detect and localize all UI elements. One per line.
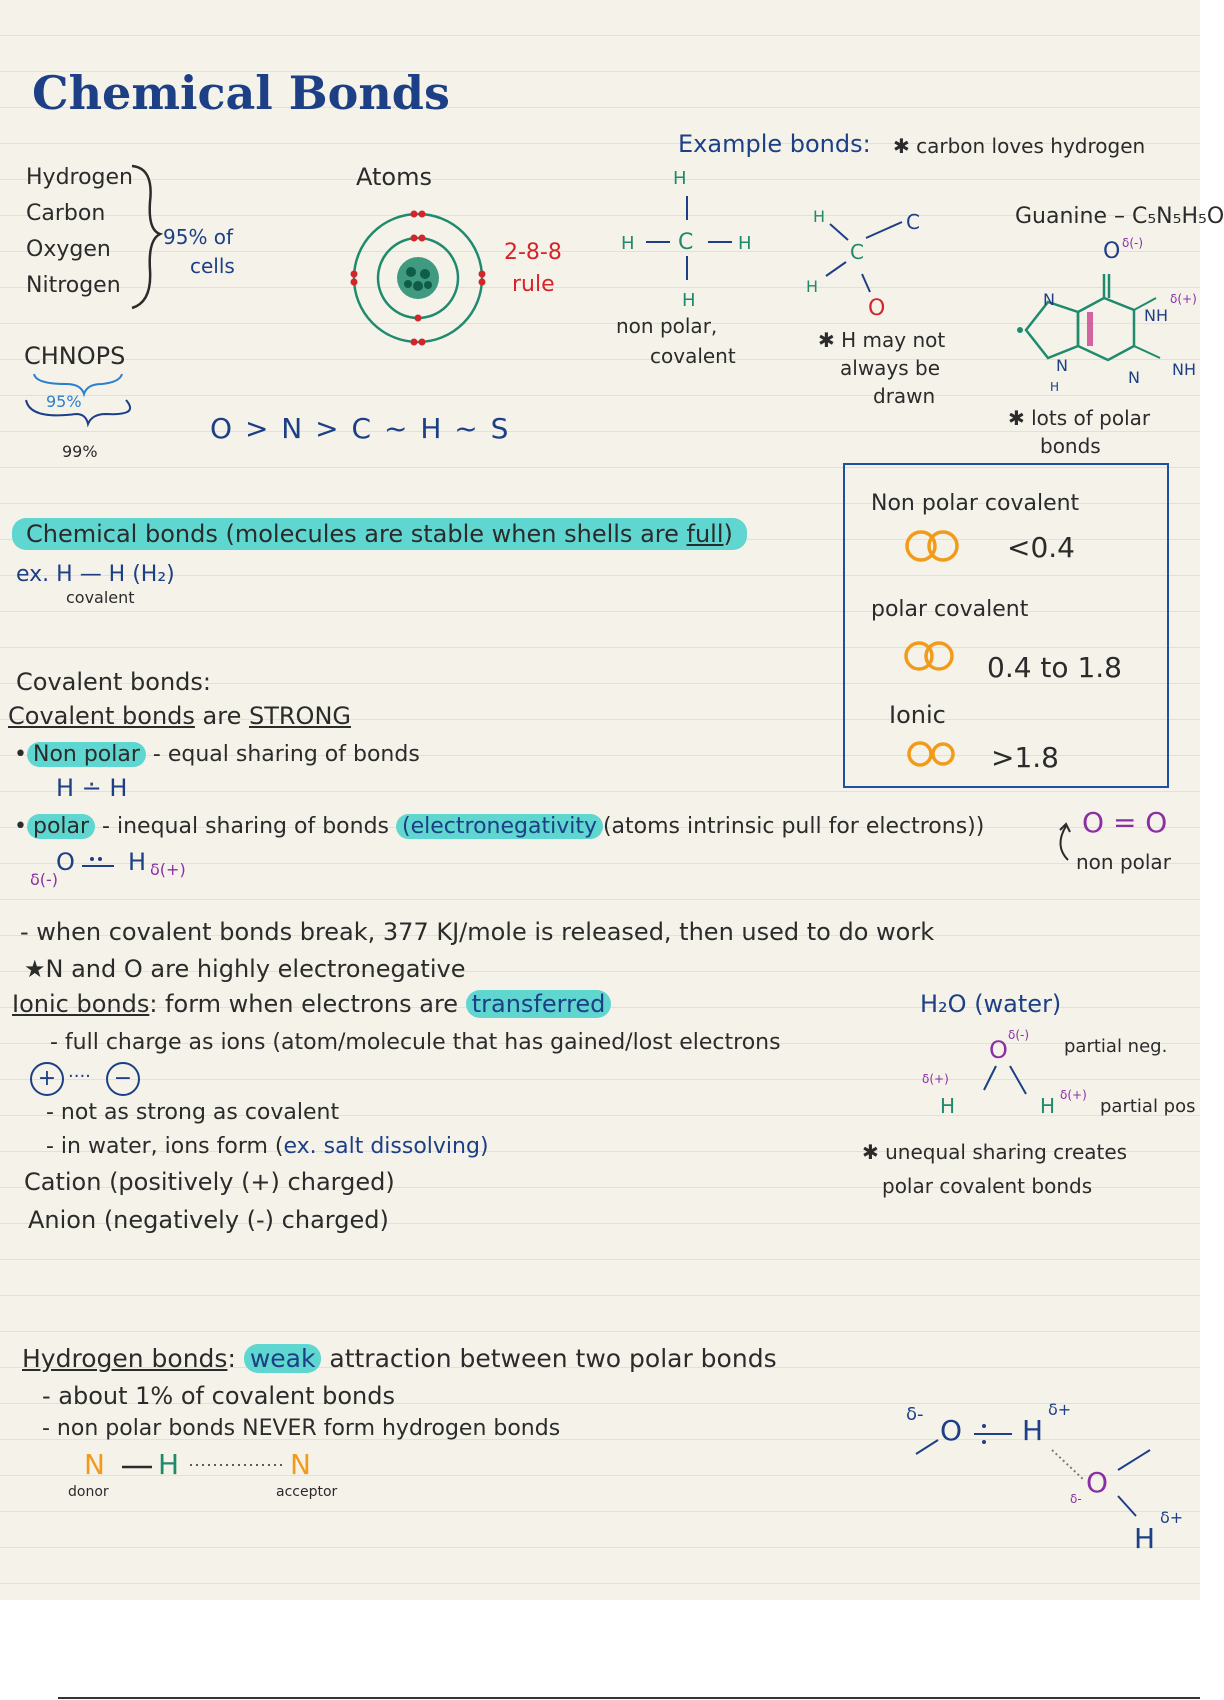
ionic-value: >1.8	[991, 741, 1059, 774]
nonpolar-desc: - equal sharing of bonds	[145, 742, 420, 767]
banner-close: )	[723, 520, 733, 548]
nonpolar-covalent-value: <0.4	[1007, 531, 1075, 564]
oh-o: O	[56, 848, 75, 876]
hydrogen-bond-dotted	[188, 1462, 288, 1468]
oh-h: H	[128, 848, 147, 876]
hb-bond-left	[912, 1436, 942, 1458]
methane-h-bottom: H	[682, 290, 696, 311]
guanine-n3: N	[1128, 368, 1140, 387]
ionic-desc: : form when electrons are	[149, 990, 466, 1018]
guanine-title: Guanine – C₅N₅H₅O	[1015, 204, 1224, 229]
water-note-line1: ✱ unequal sharing creates	[862, 1140, 1128, 1164]
methane-caption-line1: non polar,	[616, 314, 718, 338]
element-hydrogen: Hydrogen	[26, 165, 133, 190]
polar-term: polar	[27, 814, 95, 839]
skeletal-caption-line3: drawn	[873, 384, 936, 408]
in-water-note	[46, 1134, 489, 1159]
hb-o-1: O	[940, 1414, 963, 1447]
skeletal-h-bottom: H	[806, 277, 819, 296]
atoms-heading: Atoms	[356, 163, 432, 191]
hb-dotted-bond	[1048, 1446, 1088, 1486]
nonpolar-term: Non polar	[27, 742, 146, 767]
polar-covalent-value: 0.4 to 1.8	[987, 651, 1122, 684]
methane-h-left: H	[621, 233, 635, 254]
element-carbon: Carbon	[26, 201, 106, 226]
curly-brace-icon	[130, 162, 160, 312]
skeletal-h-top: H	[813, 207, 826, 226]
hb-delta-minus-1: δ-	[906, 1404, 924, 1425]
chnops-99: 99%	[62, 442, 98, 461]
acceptor-n: N	[290, 1448, 311, 1481]
element-oxygen: Oxygen	[26, 237, 111, 262]
h2-example: ex. H — H (H₂)	[16, 562, 175, 587]
methane-h-top: H	[673, 168, 687, 189]
skeletal-c-center: C	[850, 240, 864, 264]
water-partial-neg: partial neg.	[1064, 1036, 1168, 1057]
guanine-ring-icon	[1008, 262, 1183, 402]
hb-delta-plus-1: δ+	[1048, 1400, 1072, 1419]
polar-line: • polar - inequal sharing of bonds (electronegativity (atoms intrinsic pull for electrons))	[14, 814, 985, 839]
oh-delta-plus: δ(+)	[150, 860, 186, 879]
water-partial-pos: partial pos	[1100, 1096, 1196, 1117]
nonpolar-overlap-icon	[901, 527, 967, 565]
hydrogen-never: - non polar bonds NEVER form hydrogen bonds	[42, 1416, 561, 1441]
chnops-label: CHNOPS	[24, 342, 126, 370]
skeletal-c-right: C	[906, 210, 920, 234]
percent-label-line2: cells	[190, 254, 235, 278]
hb-delta-plus-2: δ+	[1160, 1508, 1184, 1527]
methane-c: C	[678, 230, 694, 255]
donor-n: N	[84, 1448, 105, 1481]
skeletal-o: O	[868, 296, 886, 321]
water-note-line2: polar covalent bonds	[882, 1174, 1093, 1198]
element-nitrogen: Nitrogen	[26, 273, 121, 298]
water-title: H₂O (water)	[920, 990, 1062, 1018]
rule-label-line1: 2-8-8	[504, 240, 562, 265]
guanine-nh-delta: δ(+)	[1170, 292, 1197, 306]
chemical-bonds-banner	[12, 520, 747, 548]
hydrogen-line	[22, 1344, 777, 1373]
hb-covalent-bond	[970, 1420, 1016, 1448]
covalent-strong-word: STRONG	[248, 702, 351, 730]
rule-label-line2: rule	[512, 272, 555, 297]
ionic-heading: Ionic bonds	[12, 990, 150, 1018]
water-h-left: H	[940, 1094, 956, 1118]
ion-dots: ····	[68, 1066, 91, 1087]
methane-caption-line2: covalent	[650, 344, 736, 368]
donor-h: H	[158, 1448, 180, 1481]
o-double-o-caption: non polar	[1076, 850, 1171, 874]
guanine-nh-lower: NH	[1172, 360, 1196, 379]
electronegativity-box	[843, 463, 1169, 788]
guanine-caption-line1: ✱ lots of polar	[1008, 406, 1151, 430]
full-charge-note: - full charge as ions (atom/molecule that has gained/lost electrons	[50, 1030, 781, 1055]
in-water-text: - in water, ions form (	[46, 1134, 284, 1159]
nonpolar-covalent-label: Non polar covalent	[871, 491, 1080, 516]
percent-label-line1: 95% of	[163, 225, 234, 249]
skeletal-caption-line1: ✱ H may not	[818, 328, 946, 352]
ionic-line	[12, 990, 611, 1018]
electronegativity-desc: (atoms intrinsic pull for electrons))	[602, 814, 985, 839]
hb-delta-minus-2: δ-	[1070, 1492, 1082, 1506]
minus-ion-icon: −	[106, 1062, 140, 1096]
oh-bond	[78, 856, 118, 876]
nonpolar-line: • Non polar - equal sharing of bonds	[14, 742, 420, 767]
water-o: O	[989, 1036, 1008, 1064]
cation-note: Cation (positively (+) charged)	[24, 1168, 395, 1196]
water-bonds	[956, 1060, 1036, 1110]
banner-full: full	[686, 520, 724, 548]
ionic-separate-icon	[907, 737, 959, 771]
water-h-right-delta: δ(+)	[1060, 1088, 1087, 1102]
oh-delta-minus: δ(-)	[30, 870, 59, 889]
example-bonds-note: ✱ carbon loves hydrogen	[893, 134, 1146, 158]
hb-h-2: H	[1134, 1522, 1156, 1555]
banner-text: Chemical bonds (molecules are stable when shells are	[26, 520, 687, 548]
atom-diagram-icon	[348, 208, 488, 348]
guanine-o: O	[1103, 239, 1121, 264]
ionic-label: Ionic	[889, 701, 946, 729]
guanine-n1: N	[1043, 290, 1055, 309]
water-o-delta: δ(-)	[1008, 1028, 1030, 1042]
guanine-h: H	[1050, 380, 1060, 394]
guanine-nh-upper: NH	[1144, 306, 1168, 325]
guanine-n2: N	[1056, 356, 1068, 375]
covalent-strong-subject: Covalent bonds	[8, 702, 195, 730]
salt-example: ex. salt dissolving)	[283, 1134, 489, 1159]
energy-note: - when covalent bonds break, 377 KJ/mole is released, then used to do work	[20, 918, 935, 946]
covalent-strong-line	[8, 702, 351, 730]
ionic-transferred: transferred	[466, 990, 612, 1018]
o-double-o: O = O	[1082, 806, 1168, 839]
electronegativity-term: (electronegativity	[396, 814, 603, 839]
polar-overlap-icon	[901, 637, 961, 675]
hb-h-1: H	[1022, 1414, 1044, 1447]
hydrogen-desc: attraction between two polar bonds	[321, 1344, 777, 1373]
guanine-caption-line2: bonds	[1040, 434, 1101, 458]
example-bonds-heading: Example bonds:	[678, 130, 871, 158]
electronegativity-order: O > N > C ~ H ~ S	[210, 412, 511, 445]
polar-desc: - inequal sharing of bonds	[95, 814, 397, 839]
n-h-bond	[120, 1464, 154, 1470]
methane-bonds	[620, 190, 750, 290]
hydrogen-about: - about 1% of covalent bonds	[42, 1382, 395, 1410]
methane-h-right: H	[738, 233, 752, 254]
page-title: Chemical Bonds	[32, 66, 450, 120]
hydrogen-heading: Hydrogen bonds	[22, 1344, 228, 1373]
h-h-equal-sharing: H ∸ H	[56, 774, 128, 802]
covalent-heading: Covalent bonds:	[16, 668, 211, 696]
donor-label: donor	[68, 1484, 109, 1500]
covalent-strong-verb: are	[194, 702, 249, 730]
water-h-right: H	[1040, 1094, 1056, 1118]
bottom-rule	[58, 1697, 1200, 1699]
polar-covalent-label: polar covalent	[871, 597, 1029, 622]
not-strong-note: - not as strong as covalent	[46, 1100, 340, 1125]
hb-bonds-right	[1110, 1446, 1160, 1526]
skeletal-caption-line2: always be	[840, 356, 941, 380]
hb-o-2: O	[1086, 1466, 1109, 1499]
acceptor-label: acceptor	[276, 1484, 338, 1500]
guanine-o-delta: δ(-)	[1122, 236, 1144, 250]
water-h-left-delta: δ(+)	[922, 1072, 949, 1086]
anion-note: Anion (negatively (-) charged)	[28, 1206, 389, 1234]
h2-example-sub: covalent	[66, 588, 135, 607]
hydrogen-weak: weak	[244, 1344, 322, 1373]
electronegative-star-note: ★N and O are highly electronegative	[24, 955, 466, 983]
chnops-95: 95%	[46, 392, 82, 411]
page-margin-bottom	[0, 1600, 1200, 1700]
plus-ion-icon: +	[30, 1062, 64, 1096]
hydrogen-colon: :	[227, 1344, 244, 1373]
skeletal-bonds	[806, 210, 916, 300]
